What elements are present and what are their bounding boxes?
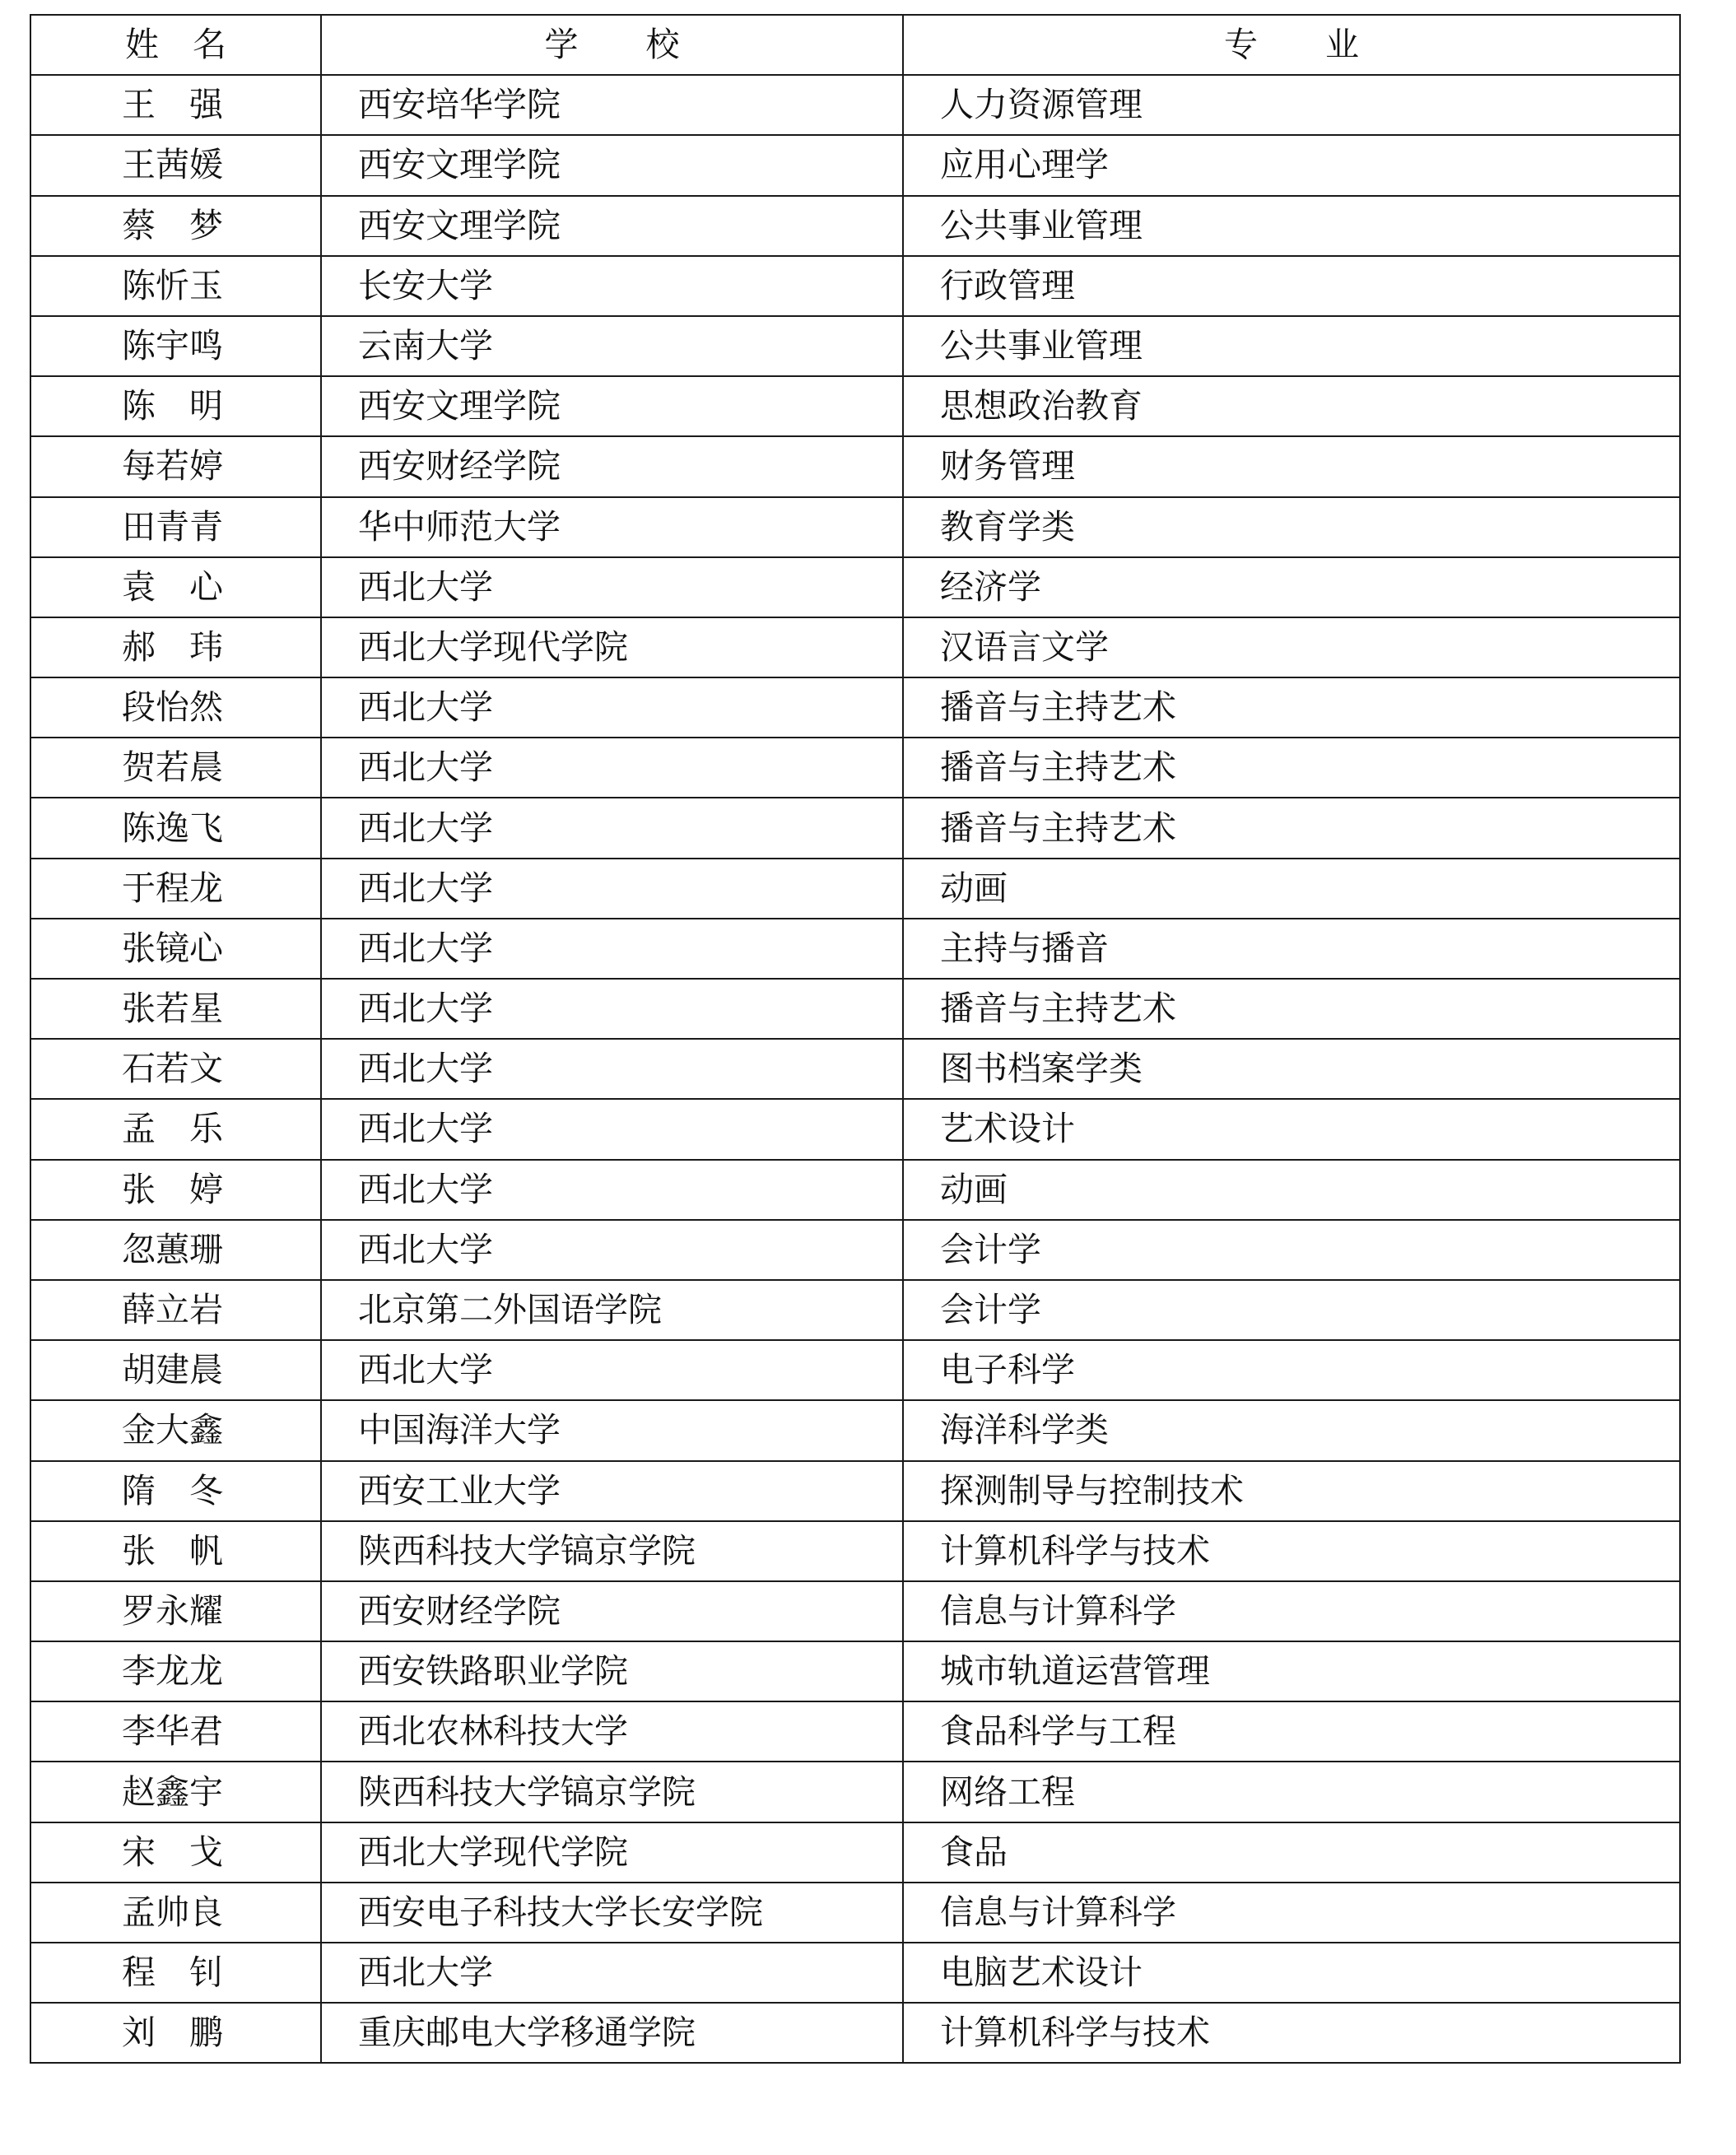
cell-name: 陈 明: [30, 376, 321, 436]
table-row: [30, 1762, 1680, 1822]
table-row: [30, 256, 1680, 316]
cell-name: 刘 鹏: [30, 2003, 321, 2063]
cell-name: 张若星: [30, 979, 321, 1039]
cell-school: 西北大学: [321, 1039, 903, 1099]
cell-name: 王茜媛: [30, 135, 321, 195]
cell-name: 孟帅良: [30, 1883, 321, 1943]
table-row: [30, 1461, 1680, 1521]
table-row: [30, 497, 1680, 557]
cell-major: 人力资源管理: [903, 75, 1680, 135]
cell-school: 陕西科技大学镐京学院: [321, 1762, 903, 1822]
table-row: [30, 436, 1680, 496]
table-row: [30, 135, 1680, 195]
cell-major: 信息与计算科学: [903, 1883, 1680, 1943]
cell-school: 西安财经学院: [321, 436, 903, 496]
cell-major: 公共事业管理: [903, 196, 1680, 256]
cell-major: 海洋科学类: [903, 1400, 1680, 1460]
cell-major: 计算机科学与技术: [903, 2003, 1680, 2063]
cell-major: 探测制导与控制技术: [903, 1461, 1680, 1521]
cell-major: 动画: [903, 1160, 1680, 1220]
table-row: [30, 2003, 1680, 2063]
cell-major: 行政管理: [903, 256, 1680, 316]
cell-name: 隋 冬: [30, 1461, 321, 1521]
table-body: [30, 75, 1680, 2063]
cell-school: 西北大学: [321, 919, 903, 979]
cell-school: 西安文理学院: [321, 196, 903, 256]
cell-name: 忽蕙珊: [30, 1220, 321, 1280]
table-row: [30, 376, 1680, 436]
cell-school: 西北大学现代学院: [321, 1822, 903, 1883]
table-row: [30, 1943, 1680, 2003]
cell-school: 西北大学: [321, 859, 903, 919]
cell-name: 每若婷: [30, 436, 321, 496]
cell-school: 西北大学: [321, 1943, 903, 2003]
cell-major: 城市轨道运营管理: [903, 1641, 1680, 1701]
cell-name: 袁 心: [30, 557, 321, 617]
cell-name: 金大鑫: [30, 1400, 321, 1460]
table-row: [30, 1160, 1680, 1220]
cell-school: 西北大学: [321, 798, 903, 858]
cell-school: 北京第二外国语学院: [321, 1280, 903, 1340]
table-row: [30, 196, 1680, 256]
table-row: [30, 798, 1680, 858]
cell-school: 西安文理学院: [321, 135, 903, 195]
document-page: [30, 14, 1679, 2064]
table-row: [30, 1883, 1680, 1943]
cell-major: 播音与主持艺术: [903, 677, 1680, 738]
cell-name: 段怡然: [30, 677, 321, 738]
cell-major: 播音与主持艺术: [903, 798, 1680, 858]
table-row: [30, 75, 1680, 135]
table-row: [30, 919, 1680, 979]
cell-major: 公共事业管理: [903, 316, 1680, 376]
roster-table: [30, 14, 1681, 2064]
cell-major: 经济学: [903, 557, 1680, 617]
table-row: [30, 1701, 1680, 1762]
cell-school: 西北大学: [321, 677, 903, 738]
cell-name: 石若文: [30, 1039, 321, 1099]
cell-major: 主持与播音: [903, 919, 1680, 979]
table-row: [30, 1340, 1680, 1400]
cell-name: 薛立岩: [30, 1280, 321, 1340]
table-row: [30, 979, 1680, 1039]
cell-name: 于程龙: [30, 859, 321, 919]
table-row: [30, 617, 1680, 677]
cell-name: 孟 乐: [30, 1099, 321, 1159]
cell-major: 教育学类: [903, 497, 1680, 557]
cell-school: 华中师范大学: [321, 497, 903, 557]
cell-name: 张 帆: [30, 1521, 321, 1581]
cell-major: 信息与计算科学: [903, 1581, 1680, 1641]
cell-major: 网络工程: [903, 1762, 1680, 1822]
cell-school: 西北大学: [321, 1099, 903, 1159]
table-row: [30, 1581, 1680, 1641]
cell-school: 西安铁路职业学院: [321, 1641, 903, 1701]
cell-major: 汉语言文学: [903, 617, 1680, 677]
table-row: [30, 316, 1680, 376]
cell-school: 西北大学: [321, 738, 903, 798]
cell-name: 胡建晨: [30, 1340, 321, 1400]
cell-name: 陈宇鸣: [30, 316, 321, 376]
cell-name: 张镜心: [30, 919, 321, 979]
cell-name: 蔡 梦: [30, 196, 321, 256]
cell-school: 西安财经学院: [321, 1581, 903, 1641]
table-header: [30, 15, 1680, 75]
table-row: [30, 859, 1680, 919]
cell-major: 电脑艺术设计: [903, 1943, 1680, 2003]
table-row: [30, 1521, 1680, 1581]
table-row: [30, 557, 1680, 617]
cell-name: 赵鑫宇: [30, 1762, 321, 1822]
cell-school: 西安文理学院: [321, 376, 903, 436]
cell-name: 贺若晨: [30, 738, 321, 798]
cell-school: 中国海洋大学: [321, 1400, 903, 1460]
cell-school: 长安大学: [321, 256, 903, 316]
cell-major: 图书档案学类: [903, 1039, 1680, 1099]
header-name: 姓 名: [30, 15, 321, 75]
cell-school: 西北大学: [321, 1160, 903, 1220]
cell-school: 西北大学: [321, 1220, 903, 1280]
cell-name: 田青青: [30, 497, 321, 557]
cell-name: 王 强: [30, 75, 321, 135]
cell-name: 宋 戈: [30, 1822, 321, 1883]
cell-school: 重庆邮电大学移通学院: [321, 2003, 903, 2063]
cell-school: 云南大学: [321, 316, 903, 376]
cell-school: 西北大学: [321, 557, 903, 617]
header-major: 专 业: [903, 15, 1680, 75]
cell-major: 艺术设计: [903, 1099, 1680, 1159]
cell-school: 西安工业大学: [321, 1461, 903, 1521]
table-row: [30, 677, 1680, 738]
cell-major: 财务管理: [903, 436, 1680, 496]
cell-school: 西北大学现代学院: [321, 617, 903, 677]
table-row: [30, 1822, 1680, 1883]
cell-name: 陈忻玉: [30, 256, 321, 316]
cell-school: 西安培华学院: [321, 75, 903, 135]
cell-major: 动画: [903, 859, 1680, 919]
cell-major: 应用心理学: [903, 135, 1680, 195]
cell-major: 计算机科学与技术: [903, 1521, 1680, 1581]
cell-major: 播音与主持艺术: [903, 979, 1680, 1039]
cell-name: 罗永耀: [30, 1581, 321, 1641]
cell-school: 西北大学: [321, 1340, 903, 1400]
cell-school: 西北农林科技大学: [321, 1701, 903, 1762]
cell-school: 西安电子科技大学长安学院: [321, 1883, 903, 1943]
cell-school: 陕西科技大学镐京学院: [321, 1521, 903, 1581]
cell-name: 张 婷: [30, 1160, 321, 1220]
header-row: [30, 15, 1680, 75]
cell-major: 电子科学: [903, 1340, 1680, 1400]
cell-major: 播音与主持艺术: [903, 738, 1680, 798]
header-school: 学 校: [321, 15, 903, 75]
cell-name: 陈逸飞: [30, 798, 321, 858]
table-row: [30, 1400, 1680, 1460]
cell-major: 会计学: [903, 1280, 1680, 1340]
cell-major: 思想政治教育: [903, 376, 1680, 436]
cell-name: 李华君: [30, 1701, 321, 1762]
cell-major: 食品科学与工程: [903, 1701, 1680, 1762]
table-row: [30, 1641, 1680, 1701]
cell-name: 程 钊: [30, 1943, 321, 2003]
cell-name: 郝 玮: [30, 617, 321, 677]
table-row: [30, 1099, 1680, 1159]
table-row: [30, 738, 1680, 798]
cell-major: 会计学: [903, 1220, 1680, 1280]
cell-name: 李龙龙: [30, 1641, 321, 1701]
table-row: [30, 1220, 1680, 1280]
table-row: [30, 1039, 1680, 1099]
table-row: [30, 1280, 1680, 1340]
cell-school: 西北大学: [321, 979, 903, 1039]
cell-major: 食品: [903, 1822, 1680, 1883]
